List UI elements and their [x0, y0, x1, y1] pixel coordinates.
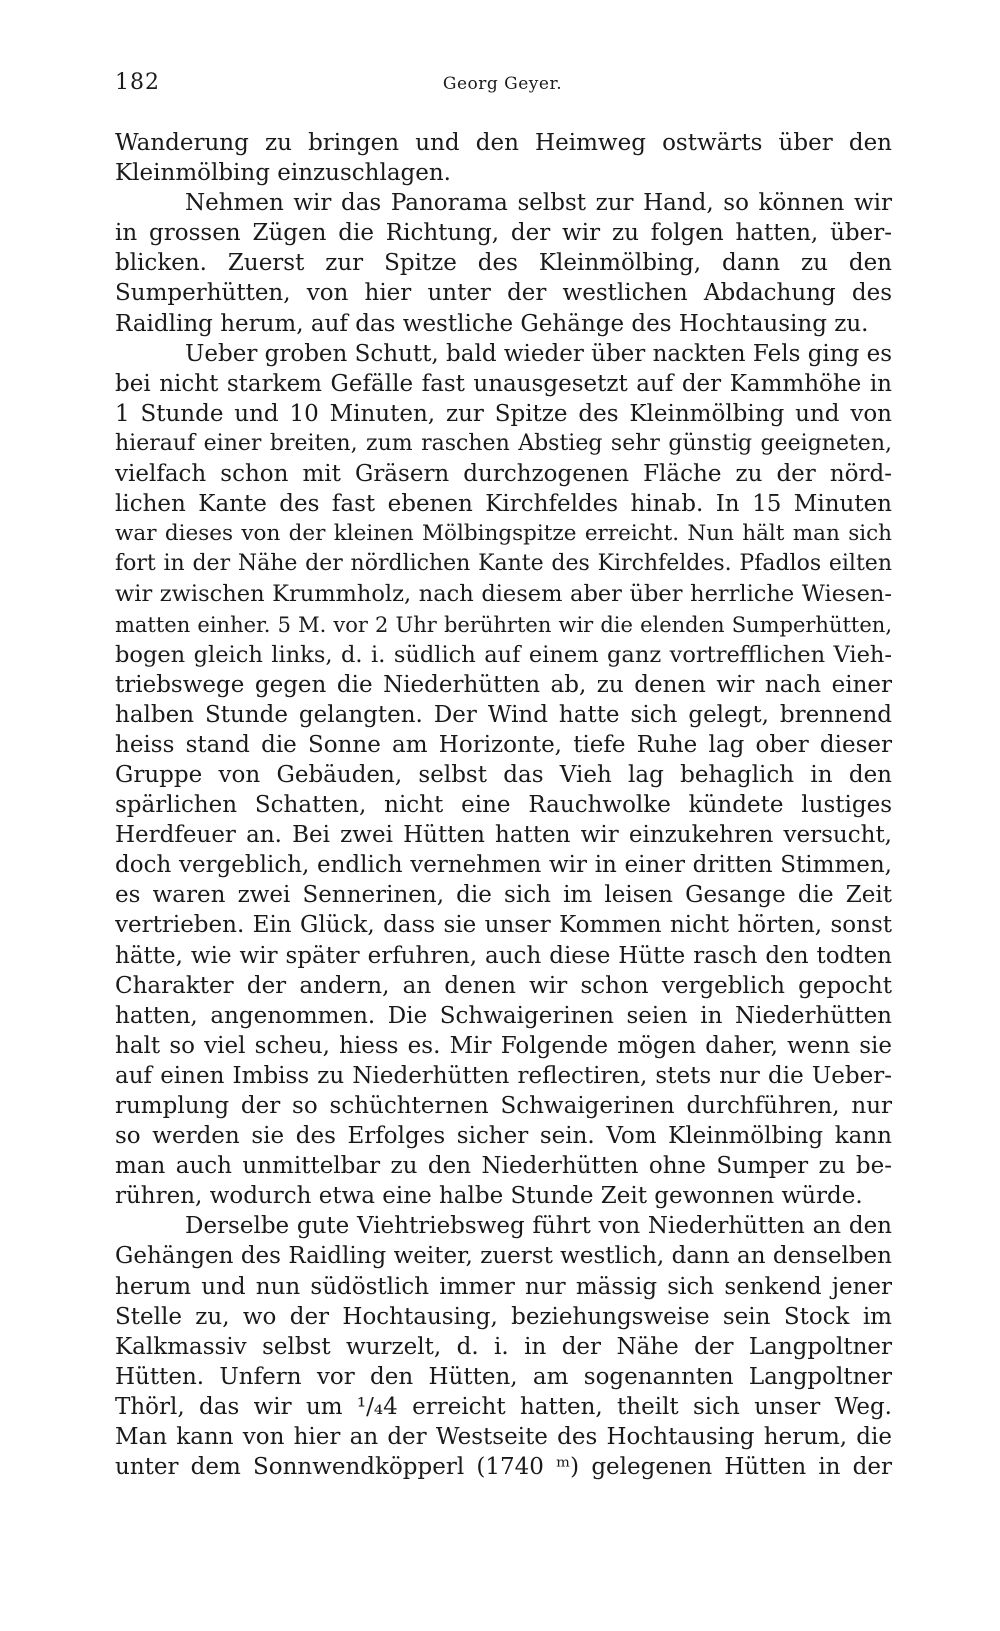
text-line: Ueber groben Schutt, bald wieder über nackten Fels ging es: [185, 340, 892, 367]
text-line: hierauf einer breiten, zum raschen Abstieg sehr günstig geeigneten,: [115, 430, 892, 456]
text-line: doch vergeblich, endlich vernehmen wir in einer dritten Stimmen,: [115, 852, 892, 879]
page-header: [115, 70, 890, 106]
text-line: wir zwischen Krummholz, nach diesem aber über herrliche Wiesen-: [115, 581, 892, 608]
text-line: in grossen Zügen die Richtung, der wir zu folgen hatten, über-: [115, 220, 892, 247]
text-line: 1 Stunde und 10 Minuten, zur Spitze des Kleinmölbing und von: [115, 400, 892, 427]
text-line: Thörl, das wir um ¹/₄4 erreicht hatten, theilt sich unser Weg.: [115, 1393, 892, 1420]
text-line: halben Stunde gelangten. Der Wind hatte sich gelegt, brennend: [115, 701, 892, 728]
text-line: triebswege gegen die Niederhütten ab, zu denen wir nach einer: [115, 671, 892, 698]
text-line: Man kann von hier an der Westseite des Hochtausing herum, die: [115, 1424, 892, 1451]
text-line: es waren zwei Sennerinen, die sich im leisen Gesange die Zeit: [115, 882, 892, 909]
text-line: auf einen Imbiss zu Niederhütten reflectiren, stets nur die Ueber-: [115, 1062, 892, 1089]
text-line: bogen gleich links, d. i. südlich auf einem ganz vortrefflichen Vieh-: [115, 641, 892, 668]
text-line: blicken. Zuerst zur Spitze des Kleinmölbing, dann zu den: [115, 250, 892, 277]
body-text: [115, 128, 892, 1482]
text-line: herum und nun südöstlich immer nur mässig sich senkend jener: [115, 1273, 892, 1300]
text-line: Derselbe gute Viehtriebsweg führt von Niederhütten an den: [185, 1213, 892, 1240]
text-line: spärlichen Schatten, nicht eine Rauchwolke kündete lustiges: [115, 792, 892, 819]
text-line: Herdfeuer an. Bei zwei Hütten hatten wir einzukehren versucht,: [115, 822, 892, 849]
text-line: Gruppe von Gebäuden, selbst das Vieh lag behaglich in den: [115, 761, 892, 788]
text-line: Hütten. Unfern vor den Hütten, am sogenannten Langpoltner: [115, 1363, 892, 1390]
text-line: rühren, wodurch etwa eine halbe Stunde Zeit gewonnen würde.: [115, 1183, 863, 1210]
text-line: Gehängen des Raidling weiter, zuerst westlich, dann an denselben: [115, 1243, 892, 1270]
text-line: Nehmen wir das Panorama selbst zur Hand, so können wir: [185, 190, 892, 217]
text-line: lichen Kante des fast ebenen Kirchfeldes hinab. In 15 Minuten: [115, 491, 892, 518]
text-line: Sumperhütten, von hier unter der westlichen Abdachung des: [115, 280, 892, 307]
text-line: bei nicht starkem Gefälle fast unausgesetzt auf der Kammhöhe in: [115, 370, 892, 397]
text-line: matten einher. 5 M. vor 2 Uhr berührten wir die elenden Sumperhütten,: [115, 612, 892, 637]
text-line: fort in der Nähe der nördlichen Kante des Kirchfeldes. Pfadlos eilten: [115, 551, 892, 577]
text-line: Raidling herum, auf das westliche Gehänge des Hochtausing zu.: [115, 310, 869, 337]
text-line: hätte, wie wir später erfuhren, auch diese Hütte rasch den todten: [115, 942, 892, 969]
text-line: unter dem Sonnwendköpperl (1740 ᵐ) gelegenen Hütten in der: [115, 1454, 892, 1481]
text-line: so werden sie des Erfolges sicher sein. Vom Kleinmölbing kann: [115, 1123, 892, 1150]
text-line: Kalkmassiv selbst wurzelt, d. i. in der Nähe der Langpoltner: [115, 1333, 892, 1360]
text-line: vielfach schon mit Gräsern durchzogenen Fläche zu der nörd-: [115, 461, 892, 488]
page-number: 182: [115, 70, 160, 95]
text-line: Wanderung zu bringen und den Heimweg ostwärts über den: [115, 130, 892, 156]
running-head: Georg Geyer.: [442, 74, 563, 94]
text-line: war dieses von der kleinen Mölbingspitze erreicht. Nun hält man sich: [115, 521, 892, 547]
text-line: Charakter der andern, an denen wir schon vergeblich gepocht: [115, 972, 892, 999]
text-line: vertrieben. Ein Glück, dass sie unser Kommen nicht hörten, sonst: [115, 912, 892, 939]
text-line: man auch unmittelbar zu den Niederhütten ohne Sumper zu be-: [115, 1153, 892, 1180]
text-line: heiss stand die Sonne am Horizonte, tiefe Ruhe lag ober dieser: [115, 731, 892, 758]
text-line: rumplung der so schüchternen Schwaigerinen durchführen, nur: [115, 1093, 892, 1119]
text-line: Stelle zu, wo der Hochtausing, beziehungsweise sein Stock im: [115, 1303, 892, 1330]
text-line: halt so viel scheu, hiess es. Mir Folgende mögen daher, wenn sie: [115, 1032, 892, 1059]
text-line: hatten, angenommen. Die Schwaigerinen seien in Niederhütten: [115, 1002, 892, 1029]
text-line: Kleinmölbing einzuschlagen.: [115, 160, 451, 187]
